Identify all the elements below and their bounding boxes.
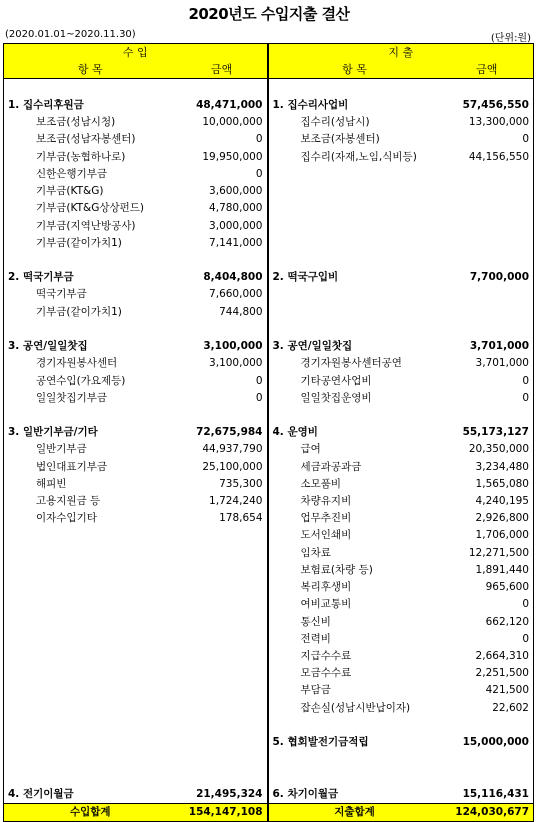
income-item-amount [177,768,268,785]
expense-item-amount: 55,173,127 [441,424,534,441]
income-item-amount [177,562,268,579]
income-item-name [4,407,177,424]
ledger-row [4,424,534,441]
expense-item-name [268,286,441,303]
income-item-name [4,630,177,647]
expense-item-name: 경기자원봉사센터공연 [300,357,402,370]
income-item-name: 기부금(농협하나로) [4,148,177,165]
ledger-row [4,768,534,785]
expense-item-amount [441,217,534,234]
ledger-row [4,131,534,148]
expense-item-name: 여비교통비 [300,598,352,611]
ledger-row [4,355,534,372]
income-item-name [4,527,177,544]
ledger-row [4,510,534,527]
expense-item-amount: 1,891,440 [441,562,534,579]
income-item-name: 떡국기부금 [4,286,177,303]
expense-item-name: 일일찻집운영비 [300,391,372,404]
expense-item-name: 집수리(자재,노임,식비등) [300,150,417,163]
ledger-row [4,200,534,217]
income-item-amount: 744,800 [177,303,268,320]
expense-item-amount [441,751,534,768]
ledger-row [4,286,534,303]
income-item-amount [177,751,268,768]
expense-item-amount: 1,706,000 [441,527,534,544]
expense-item-name [268,407,441,424]
income-item-amount [177,321,268,338]
expense-item-name: 4. 운영비 [272,426,318,439]
income-item-name [4,613,177,630]
income-item-amount: 1,724,240 [177,493,268,510]
income-item-amount [177,544,268,561]
income-section-header: 수 입 [4,44,268,62]
income-item-name: 법인대표기부금 [4,458,177,475]
income-item-name: 기부금(지역난방공사) [4,217,177,234]
income-item-amount: 3,100,000 [177,355,268,372]
income-item-name: 기부금(같이가치1) [4,303,177,320]
income-item-name: 4. 전기이월금 [4,785,177,803]
expense-item-amount: 44,156,550 [441,148,534,165]
ledger-row [4,751,534,768]
income-item-amount [177,717,268,734]
expense-item-amount: 7,700,000 [441,269,534,286]
expense-item-name: 3. 공연/일일찻집 [272,340,353,353]
expense-item-amount [441,252,534,269]
expense-item-amount: 22,602 [441,699,534,716]
expense-item-name: 통신비 [300,615,331,628]
expense-total-label: 지출합계 [268,803,441,821]
ledger-row [4,407,534,424]
income-item-name: 3. 일반기부금/기타 [4,424,177,441]
income-item-name: 해피빈 [4,475,177,492]
expense-item-amount [441,321,534,338]
ledger-row [4,648,534,665]
income-item-amount: 178,654 [177,510,268,527]
expense-item-amount [441,166,534,183]
income-item-name: 2. 떡국기부금 [4,269,177,286]
income-item-amount: 7,141,000 [177,234,268,251]
income-item-amount [177,648,268,665]
expense-item-name [268,717,441,734]
income-item-amount [177,665,268,682]
expense-item-name: 부담금 [300,684,331,697]
income-item-amount: 0 [177,166,268,183]
income-item-amount: 3,600,000 [177,183,268,200]
ledger-row [4,338,534,355]
ledger-row [4,493,534,510]
expense-item-name [268,768,441,785]
expense-item-name: 세금과공과금 [300,460,362,473]
income-item-name: 기부금(KT&G) [4,183,177,200]
income-item-name: 기부금(KT&G상상펀드) [4,200,177,217]
expense-item-amount: 4,240,195 [441,493,534,510]
income-item-amount: 0 [177,131,268,148]
expense-item-amount [441,200,534,217]
income-item-header: 항 목 [4,61,177,79]
expense-item-amount: 2,251,500 [441,665,534,682]
income-item-amount: 735,300 [177,475,268,492]
expense-item-name: 모금수수료 [300,667,352,680]
income-item-name: 고용지원금 등 [4,493,177,510]
expense-item-amount [441,717,534,734]
income-item-amount: 10,000,000 [177,114,268,131]
ledger-row [4,166,534,183]
expense-item-amount: 421,500 [441,682,534,699]
ledger-row [4,699,534,716]
income-item-name [4,579,177,596]
ledger-row [4,544,534,561]
income-item-amount: 3,100,000 [177,338,268,355]
expense-item-amount: 0 [441,389,534,406]
expense-item-name: 급여 [300,443,321,456]
income-item-amount: 7,660,000 [177,286,268,303]
ledger-row [4,785,534,803]
income-total-label: 수입합계 [4,803,177,821]
ledger-row [4,389,534,406]
ledger-row [4,630,534,647]
unit-label: (단위:원) [490,33,531,44]
ledger-row [4,596,534,613]
ledger-row [4,665,534,682]
income-item-name [4,562,177,579]
expense-item-name: 지급수수료 [300,650,352,663]
income-item-name: 보조금(성남시청) [4,114,177,131]
expense-item-name: 차량유지비 [300,495,352,508]
ledger-row [4,458,534,475]
ledger-row [4,734,534,751]
expense-item-name: 도서인쇄비 [300,529,352,542]
ledger-row [4,217,534,234]
expense-item-name [268,751,441,768]
expense-item-amount: 0 [441,131,534,148]
expense-item-amount: 2,926,800 [441,510,534,527]
income-item-amount: 19,950,000 [177,148,268,165]
income-item-name [4,734,177,751]
expense-item-name [268,303,441,320]
income-item-amount [177,630,268,647]
income-item-name: 1. 집수리후원금 [4,97,177,114]
ledger-row [4,97,534,114]
ledger-row [4,183,534,200]
income-item-name: 일반기부금 [4,441,177,458]
expense-item-amount: 0 [441,596,534,613]
expense-item-name: 집수리(성남시) [300,116,370,129]
expense-item-amount: 3,234,480 [441,458,534,475]
income-item-amount: 48,471,000 [177,97,268,114]
expense-item-amount: 3,701,000 [441,338,534,355]
income-item-name [4,648,177,665]
income-item-amount: 3,000,000 [177,217,268,234]
income-item-amount [177,252,268,269]
expense-item-name: 임차료 [300,546,331,559]
expense-item-amount: 0 [441,372,534,389]
income-item-amount [177,682,268,699]
expense-section-header: 지 출 [268,44,534,62]
expense-item-name [268,183,441,200]
ledger-row [4,562,534,579]
income-item-name: 경기자원봉사센터 [4,355,177,372]
expense-item-name: 보조금(자봉센터) [300,133,380,146]
ledger-row [4,234,534,251]
expense-item-amount [441,407,534,424]
ledger-row [4,148,534,165]
expense-item-name [268,166,441,183]
expense-item-amount: 13,300,000 [441,114,534,131]
income-item-amount: 4,780,000 [177,200,268,217]
expense-item-amount [441,234,534,251]
expense-item-amount: 20,350,000 [441,441,534,458]
income-item-amount: 8,404,800 [177,269,268,286]
income-item-name: 이자수입기타 [4,510,177,527]
expense-item-name [268,321,441,338]
expense-item-amount: 57,456,550 [441,97,534,114]
income-item-amount: 21,495,324 [177,785,268,803]
expense-item-amount [441,303,534,320]
ledger-row [4,613,534,630]
ledger-row [4,717,534,734]
expense-item-amount [441,286,534,303]
income-item-amount: 0 [177,372,268,389]
ledger-row [4,682,534,699]
expense-item-amount: 12,271,500 [441,544,534,561]
expense-item-amount: 662,120 [441,613,534,630]
expense-item-amount: 1,565,080 [441,475,534,492]
ledger-row [4,372,534,389]
expense-item-name [268,252,441,269]
income-total-amount: 154,147,108 [177,803,268,821]
income-item-name [4,596,177,613]
period-label: (2020.01.01~2020.11.30) [5,29,136,40]
ledger-row [4,527,534,544]
expense-item-name: 1. 집수리사업비 [272,99,349,112]
income-item-name: 일일찻집기부금 [4,389,177,406]
expense-item-amount: 0 [441,630,534,647]
expense-item-name: 6. 차기이월금 [272,787,339,800]
income-item-name [4,544,177,561]
income-item-name [4,665,177,682]
income-item-name [4,699,177,716]
expense-item-amount [441,183,534,200]
expense-item-name: 소모품비 [300,477,342,490]
expense-item-amount: 3,701,000 [441,355,534,372]
expense-amount-header: 금액 [441,61,534,79]
page-title: 2020년도 수입지출 결산 [188,5,350,23]
ledger-row [4,321,534,338]
expense-item-amount [441,768,534,785]
expense-item-name: 2. 떡국구입비 [272,271,339,284]
income-item-name: 공연수입(가요제등) [4,372,177,389]
income-item-amount: 44,937,790 [177,441,268,458]
ledger-row [4,303,534,320]
income-item-amount: 72,675,984 [177,424,268,441]
ledger-body [4,97,534,803]
expense-item-amount: 2,664,310 [441,648,534,665]
income-item-amount [177,596,268,613]
expense-item-name [268,217,441,234]
expense-item-name: 전력비 [300,632,331,645]
income-item-amount: 0 [177,389,268,406]
income-item-amount [177,734,268,751]
expense-item-amount: 15,116,431 [441,785,534,803]
income-item-amount: 25,100,000 [177,458,268,475]
expense-item-name: 기타공연사업비 [300,374,372,387]
expense-item-name: 5. 협회발전기금적립 [272,736,369,749]
settlement-table [3,43,534,822]
expense-item-name: 보험료(차량 등) [300,563,373,576]
income-item-name [4,252,177,269]
income-item-amount [177,407,268,424]
income-item-name: 3. 공연/일일찻집 [4,338,177,355]
expense-item-name: 잡손실(성남시반납이자) [300,701,411,714]
ledger-row [4,269,534,286]
income-item-name [4,717,177,734]
income-item-name: 기부금(같이가치1) [4,234,177,251]
ledger-row [4,114,534,131]
income-item-amount [177,699,268,716]
income-item-name [4,768,177,785]
expense-item-name [268,234,441,251]
expense-item-header: 항 목 [268,61,441,79]
ledger-row [4,252,534,269]
income-item-amount [177,527,268,544]
income-item-amount [177,613,268,630]
expense-item-name: 복리후생비 [300,581,352,594]
ledger-row [4,441,534,458]
expense-item-amount: 965,600 [441,579,534,596]
income-item-name [4,321,177,338]
income-item-name [4,682,177,699]
expense-total-amount: 124,030,677 [441,803,534,821]
expense-item-amount: 15,000,000 [441,734,534,751]
expense-item-name: 업무추진비 [300,512,352,525]
income-amount-header: 금액 [177,61,268,79]
income-item-amount [177,579,268,596]
income-item-name: 신한은행기부금 [4,166,177,183]
expense-item-name [268,200,441,217]
ledger-row [4,579,534,596]
ledger-row [4,475,534,492]
income-item-name: 보조금(성남자봉센터) [4,131,177,148]
income-item-name [4,751,177,768]
